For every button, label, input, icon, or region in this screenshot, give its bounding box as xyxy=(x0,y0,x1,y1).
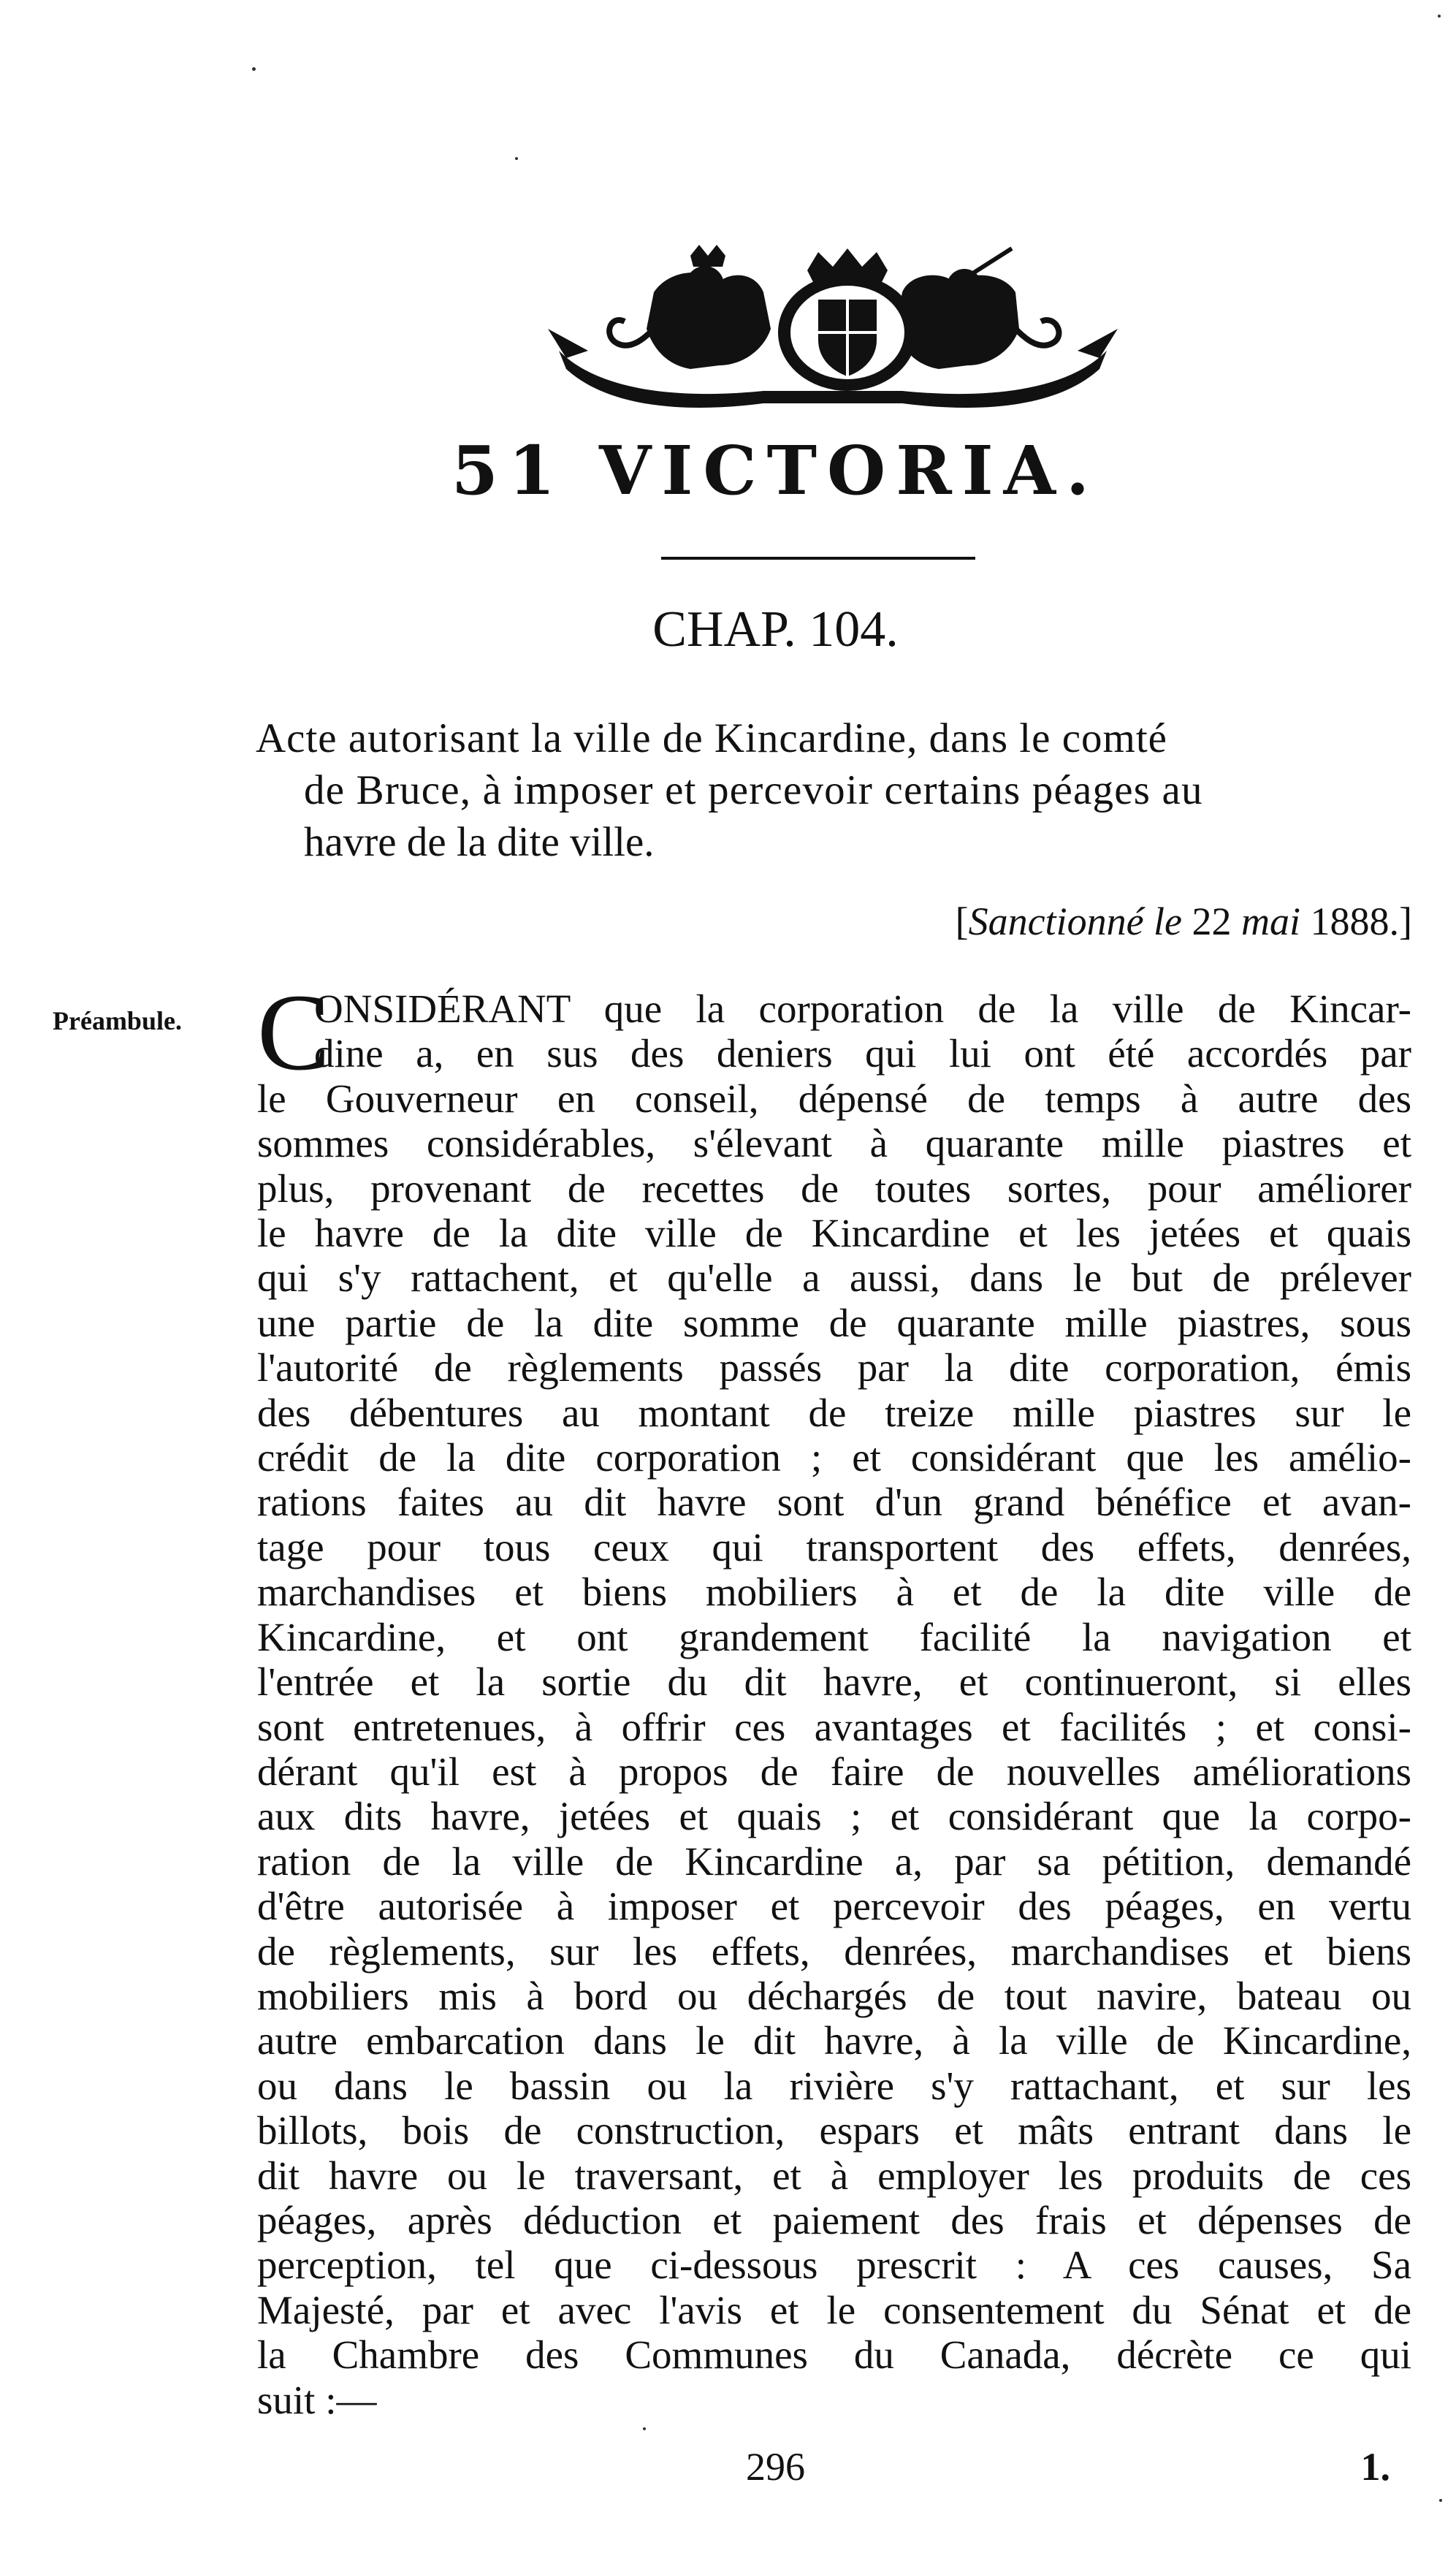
body-line: de règlements, sur les effets, denrées, marchandises et biens xyxy=(257,1928,1411,1974)
body-line: sont entretenues, à offrir ces avantages et facilités ; et consi- xyxy=(257,1704,1411,1749)
body-line: dérant qu'il est à propos de faire de nouvelles améliorations xyxy=(257,1749,1411,1794)
body-line: dine a, en sus des deniers qui lui ont été accordés par xyxy=(314,1031,1411,1076)
scan-speck xyxy=(252,67,256,71)
sanction-open-bracket: [ xyxy=(955,899,969,943)
sanction-date xyxy=(956,899,1412,944)
body-line: plus, provenant de recettes de toutes sortes, pour améliorer xyxy=(257,1165,1411,1211)
body-line: le havre de la dite ville de Kincardine et les jetées et quais xyxy=(257,1211,1411,1256)
body-line: une partie de la dite somme de quarante mille piastres, sous xyxy=(257,1300,1411,1345)
scan-speck xyxy=(515,157,518,160)
preamble-body xyxy=(257,986,1411,2422)
body-line: ONSIDÉRANT que la corporation de la ville de Kincar- xyxy=(314,986,1411,1031)
signature-mark: 1. xyxy=(1360,2445,1390,2489)
title-divider xyxy=(661,557,975,560)
royal-coat-of-arms-icon xyxy=(544,241,1121,409)
page-number: 296 xyxy=(746,2445,805,2489)
body-line: mobiliers mis à bord ou déchargés de tout navire, bateau ou xyxy=(257,1973,1411,2018)
sanction-month: mai xyxy=(1241,899,1301,943)
body-line: l'entrée et la sortie du dit havre, et continueront, si elles xyxy=(257,1659,1411,1705)
act-title-line: havre de la dite ville. xyxy=(304,819,655,865)
body-line: rations faites au dit havre sont d'un grand bénéfice et avan- xyxy=(257,1480,1411,1525)
body-line: ration de la ville de Kincardine a, par sa pétition, demandé xyxy=(257,1838,1411,1884)
body-line: perception, tel que ci-dessous prescrit : A ces causes, Sa xyxy=(257,2242,1411,2288)
body-line: des débentures au montant de treize mille piastres sur le xyxy=(257,1390,1411,1435)
body-line: suit :— xyxy=(257,2377,377,2422)
scan-speck xyxy=(643,2427,646,2430)
body-line: crédit de la dite corporation ; et considérant que les amélio- xyxy=(257,1435,1411,1480)
body-line: Majesté, par et avec l'avis et le consentement du Sénat et de xyxy=(257,2287,1411,2332)
scan-speck xyxy=(1439,2499,1442,2502)
margin-note-preamble: Préambule. xyxy=(53,1006,182,1035)
act-title-line: Acte autorisant la ville de Kincardine, dans le comté xyxy=(256,715,1167,761)
body-line: la Chambre des Communes du Canada, décrète ce qui xyxy=(257,2332,1411,2378)
body-line: d'être autorisée à imposer et percevoir des péages, en vertu xyxy=(257,1884,1411,1929)
document-title: 51 VICTORIA. xyxy=(451,431,1100,510)
chapter-heading: CHAP. 104. xyxy=(652,601,899,658)
body-line: aux dits havre, jetées et quais ; et considérant que la corpo- xyxy=(257,1794,1411,1839)
body-line: marchandises et biens mobiliers à et de la dite ville de xyxy=(257,1570,1411,1615)
body-line: sommes considérables, s'élevant à quarante mille piastres et xyxy=(257,1121,1411,1166)
sanction-close-bracket: ] xyxy=(1399,899,1412,943)
body-line: tage pour tous ceux qui transportent des effets, denrées, xyxy=(257,1524,1411,1570)
body-line: l'autorité de règlements passés par la dite corporation, émis xyxy=(257,1345,1411,1390)
body-line: qui s'y rattachent, et qu'elle a aussi, dans le but de prélever xyxy=(257,1255,1411,1301)
body-line: péages, après déduction et paiement des frais et dépenses de xyxy=(257,2197,1411,2242)
sanction-label: Sanctionné le xyxy=(968,899,1183,943)
drop-cap: C xyxy=(257,972,331,1093)
sanction-day: 22 xyxy=(1192,899,1232,943)
act-title-line: de Bruce, à imposer et percevoir certains péages au xyxy=(304,767,1203,813)
body-line: le Gouverneur en conseil, dépensé de temps à autre des xyxy=(257,1076,1411,1121)
body-line: Kincardine, et ont grandement facilité la navigation et xyxy=(257,1614,1411,1659)
body-line: ou dans le bassin ou la rivière s'y rattachant, et sur les xyxy=(257,2063,1411,2108)
sanction-year: 1888. xyxy=(1310,899,1400,943)
act-title xyxy=(256,712,1414,868)
scan-speck xyxy=(1438,15,1441,18)
body-line: dit havre ou le traversant, et à employer les produits de ces xyxy=(257,2153,1411,2198)
body-line: autre embarcation dans le dit havre, à la ville de Kincardine, xyxy=(257,2018,1411,2063)
body-line: billots, bois de construction, espars et mâts entrant dans le xyxy=(257,2108,1411,2153)
